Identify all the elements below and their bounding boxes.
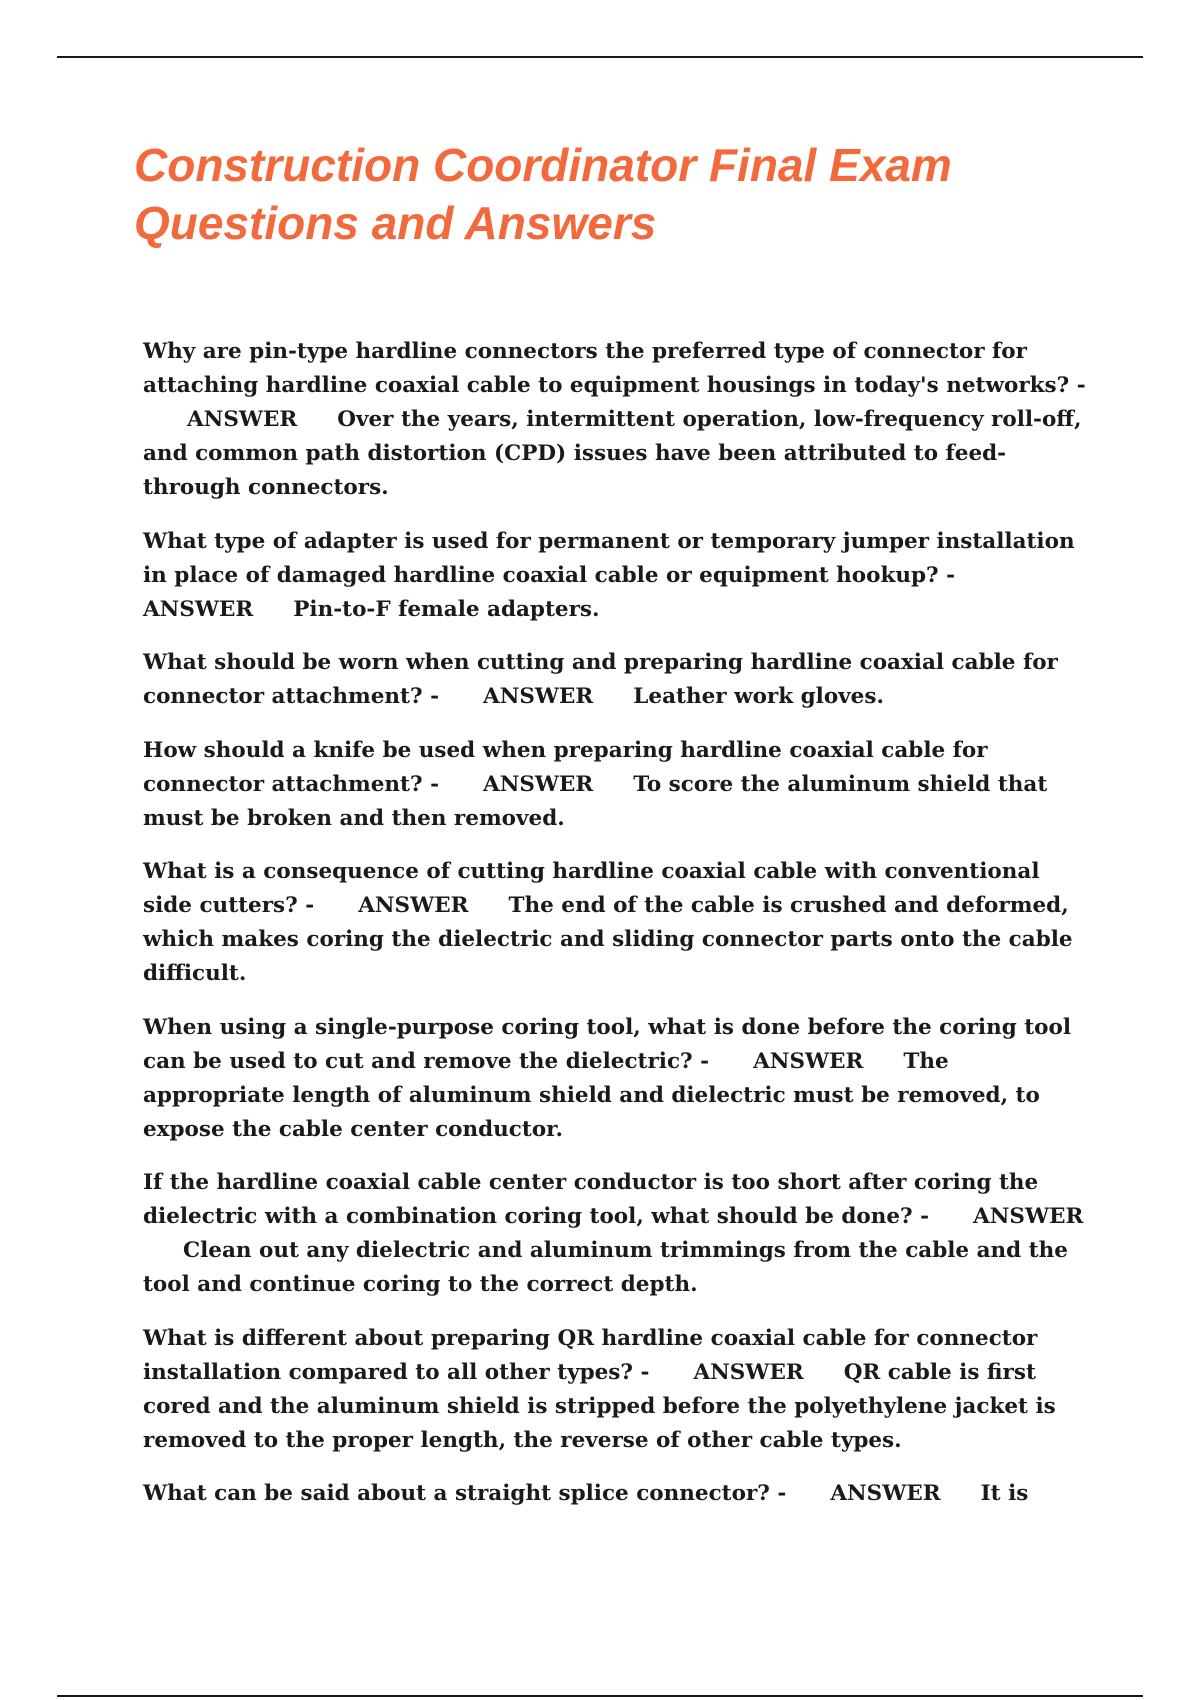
separator-dash: - (700, 1048, 710, 1074)
separator-dash: - (430, 684, 440, 709)
header-rule (57, 56, 1143, 58)
qa-item (143, 525, 1093, 627)
question-text: What should be worn when cutting and preparing hardline coaxial cable for connector attachment? (143, 650, 1058, 709)
question-text: If the hardline coaxial cable center conductor is too short after coring the dielectric with a combination coring tool, what should be done? (143, 1170, 1039, 1229)
answer-label: ANSWER (483, 771, 594, 797)
document-title (134, 136, 1114, 252)
separator-dash: - (640, 1359, 650, 1385)
answer-text: The appropriate length of aluminum shield and dielectric must be removed, to expose the cable center conductor. (143, 1048, 1040, 1142)
qa-item (143, 646, 1093, 714)
separator-dash: - (777, 1481, 787, 1506)
answer-text: Clean out any dielectric and aluminum trimmings from the cable and the tool and continue coring to the correct depth. (143, 1238, 1068, 1297)
qa-item (143, 1166, 1093, 1302)
question-text: Why are pin-type hardline connectors the preferred type of connector for attaching hardline coaxial cable to equipment housings in today's networks? (143, 339, 1070, 398)
question-answer-list (143, 335, 1093, 1531)
question-text: What can be said about a straight splice connector? (143, 1481, 770, 1506)
answer-text: QR cable is first cored and the aluminum shield is stripped before the polyethylene jacket is removed to the proper length, the reverse of other cable types. (143, 1359, 1056, 1453)
qa-item (143, 855, 1093, 991)
qa-item (143, 1011, 1093, 1147)
separator-dash: - (430, 771, 440, 797)
answer-label: ANSWER (830, 1481, 941, 1506)
answer-text: Leather work gloves. (633, 684, 884, 709)
separator-dash: - (920, 1204, 930, 1229)
question-text: How should a knife be used when preparing hardline coaxial cable for connector attachment? (143, 737, 988, 797)
answer-label: ANSWER (483, 684, 594, 709)
answer-label: ANSWER (358, 893, 469, 918)
question-text: When using a single-purpose coring tool, what is done before the coring tool can be used to cut and remove the dielectric? (143, 1014, 1071, 1074)
footer-rule (57, 1695, 1143, 1697)
separator-dash: - (305, 893, 315, 918)
answer-text: Over the years, intermittent operation, low-frequency roll-off, and common path distortion (CPD) issues have been attributed to feed-through connectors. (143, 407, 1082, 500)
answer-text: It is (980, 1481, 1029, 1506)
title-line-2: Questions and Answers (134, 197, 657, 249)
question-text: What type of adapter is used for permanent or temporary jumper installation in place of damaged hardline coaxial cable or equipment hookup? (143, 528, 1075, 588)
answer-text: To score the aluminum shield that must be broken and then removed. (143, 771, 1048, 831)
question-text: What is a consequence of cutting hardline coaxial cable with conventional side cutters? (143, 859, 1040, 918)
separator-dash: - (1076, 373, 1086, 398)
qa-item (143, 1322, 1093, 1458)
answer-text: Pin-to-F female adapters. (293, 596, 600, 622)
separator-dash: - (946, 562, 956, 588)
answer-label: ANSWER (693, 1359, 804, 1385)
answer-text: The end of the cable is crushed and deformed, which makes coring the dielectric and sliding connector parts onto the cable difficult. (143, 893, 1073, 986)
qa-item (143, 734, 1093, 836)
answer-label: ANSWER (143, 596, 254, 622)
qa-item (143, 335, 1093, 505)
qa-item (143, 1477, 1093, 1511)
answer-label: ANSWER (753, 1048, 864, 1074)
answer-label: ANSWER (973, 1204, 1084, 1229)
answer-label: ANSWER (187, 407, 298, 432)
title-line-1: Construction Coordinator Final Exam (134, 139, 952, 191)
question-text: What is different about preparing QR hardline coaxial cable for connector installation compared to all other types? (143, 1325, 1038, 1385)
